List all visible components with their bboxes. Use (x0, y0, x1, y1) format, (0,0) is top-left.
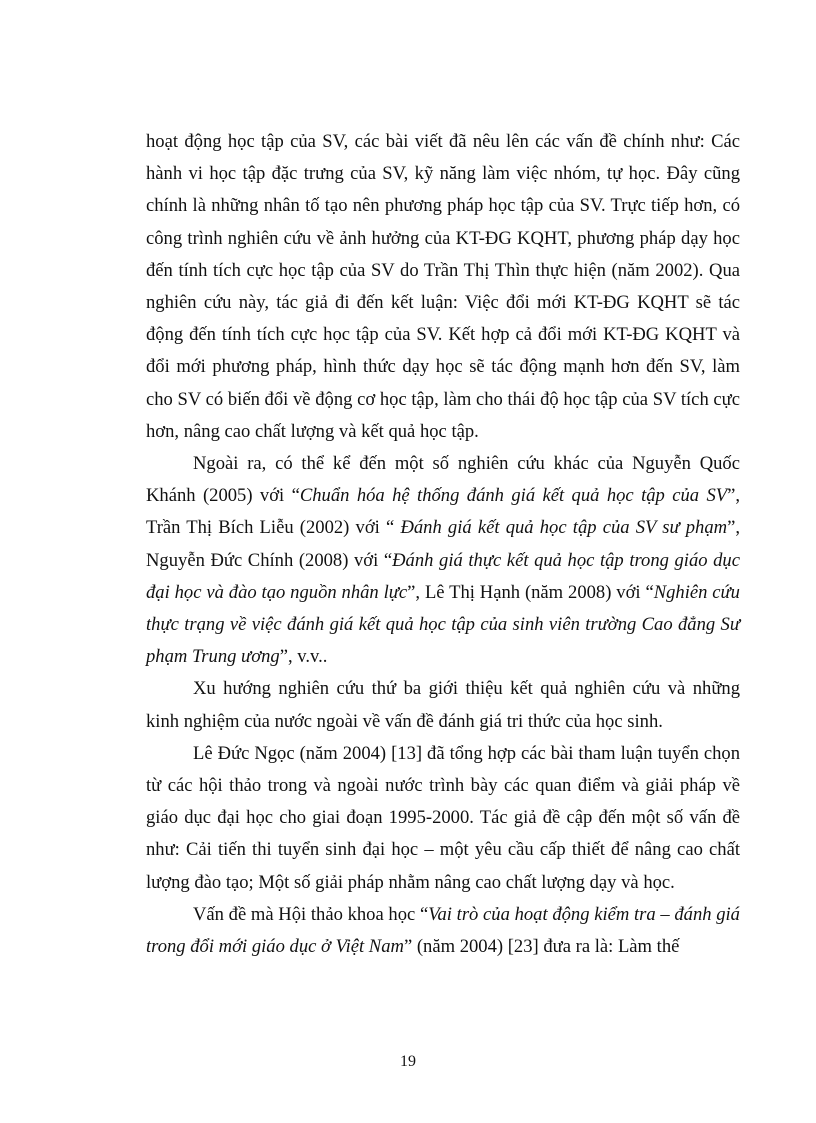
page-number: 19 (400, 1053, 416, 1070)
paragraph-text: ”, Trần Thị Bích Liễu (2002) với “ (146, 485, 741, 539)
paragraph-text: Ngoài ra, có thể kể đến một số nghiên cứu khác của Nguyễn Quốc Khánh (2005) với “ (146, 453, 740, 507)
paragraph-text: hoạt động học tập của SV, các bài viết đã nêu lên các vấn đề chính như: Các hành vi học tập đặc trưng của SV, kỹ năng làm việc nhóm, tự học. Đây cũng chính là những nhân tố tạo nên phương pháp học tập của SV. Trực tiếp hơn, có công trình nghiên cứu về ảnh hưởng của KT-ĐG KQHT, phương pháp dạy học đến tính tích cực học tập của SV do Trần Thị Thìn thực hiện (năm 2002). Qua nghiên cứu này, tác giả đi đến kết luận: Việc đổi mới KT-ĐG KQHT sẽ tác động đến tính tích cực học tập của SV. Kết hợp cả đổi mới KT-ĐG KQHT và đổi mới phương pháp, hình thức dạy học sẽ tác động mạnh hơn đến SV, làm cho SV có biến đổi về động cơ học tập, làm cho thái độ học tập của SV tích cực hơn, nâng cao chất lượng và kết quả học tập. (146, 131, 740, 442)
page-body (146, 126, 740, 963)
paragraph-text: ”, Lê Thị Hạnh (năm 2008) với “ (407, 581, 654, 603)
paragraph-3 (146, 673, 740, 737)
paragraph-text: Xu hướng nghiên cứu thứ ba giới thiệu kết quả nghiên cứu và những kinh nghiệm của nước ngoài về vấn đề đánh giá tri thức của học sinh. (146, 678, 740, 732)
paragraph-text: ”, v.v.. (279, 646, 328, 668)
cited-title-text: Nghiên cứu thực trạng về việc đánh giá kết quả học tập của sinh viên trường Cao đẳng Sư phạm Trung ương (146, 581, 740, 668)
cited-title-text: Đánh giá thực kết quả học tập trong giáo dục đại học và đào tạo nguồn nhân lực (146, 549, 740, 603)
paragraph-text: Lê Đức Ngọc (năm 2004) [13] đã tổng hợp các bài tham luận tuyển chọn từ các hội thảo trong và ngoài nước trình bày các quan điểm và giải pháp về giáo dục đại học cho giai đoạn 1995-2000. Tác giả đề cập đến một số vấn đề như: Cải tiến thi tuyển sinh đại học – một yêu cầu cấp thiết để nâng cao chất lượng đào tạo; Một số giải pháp nhằm nâng cao chất lượng dạy và học. (146, 742, 740, 893)
paragraph-text: ” (năm 2004) [23] đưa ra là: Làm thế (403, 936, 680, 958)
paragraph-text: Vấn đề mà Hội thảo khoa học “ (193, 903, 429, 925)
cited-title-text: Chuẩn hóa hệ thống đánh giá kết quả học tập của SV (299, 485, 728, 507)
paragraph-5 (146, 899, 740, 963)
paragraph-text: ”, Nguyễn Đức Chính (2008) với “ (146, 517, 740, 571)
paragraph-4 (146, 738, 740, 899)
paragraph-1 (146, 126, 740, 448)
cited-title-text: Đánh giá kết quả học tập của SV sư phạm (400, 517, 728, 539)
paragraph-2 (146, 448, 740, 673)
cited-title-text: Vai trò của hoạt động kiểm tra – đánh giá trong đổi mới giáo dục ở Việt Nam (146, 903, 740, 958)
